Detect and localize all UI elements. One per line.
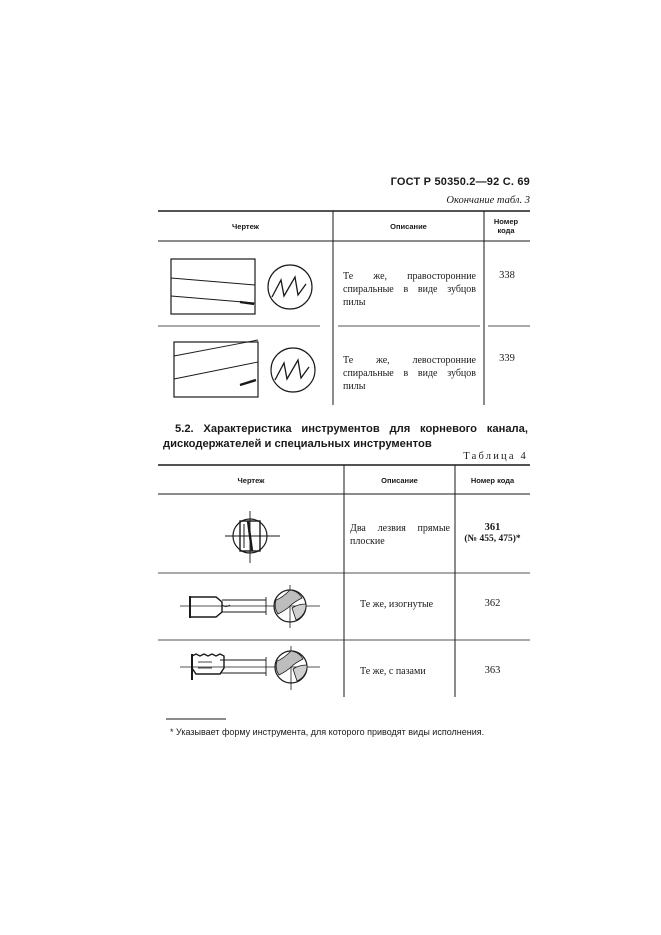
- drawing-338: [171, 259, 312, 314]
- table3-caption: Окончание табл. 3: [446, 195, 530, 206]
- table4-row1-code: 361: [484, 522, 501, 533]
- table4-row1-description: Два лезвия прямые плоские: [350, 523, 450, 547]
- drawing-362: [180, 585, 320, 628]
- table4-col-description: Описание: [381, 476, 418, 485]
- footnote: * Указывает форму инструмента, для которого приводят виды исполнения.: [170, 727, 485, 737]
- table4-col-drawing: Чертеж: [237, 476, 265, 485]
- table4-row1-code-note: (№ 455, 475)*: [464, 534, 521, 544]
- drawing-339: [174, 340, 315, 397]
- table3-col-drawing: Чертеж: [232, 222, 259, 231]
- table3-col-description: Описание: [390, 222, 427, 231]
- table4-caption: Таблица 4: [463, 451, 528, 462]
- table3-row2-description: Те же, левосторонние спиральные в виде зубцов пилы: [343, 355, 476, 392]
- page-header: ГОСТ Р 50350.2—92 С. 69: [390, 176, 530, 188]
- drawing-361: [225, 511, 280, 563]
- table3-row1-code: 338: [499, 270, 515, 281]
- table4-col-code: Номер кода: [470, 476, 515, 485]
- table4-row2-code: 362: [484, 598, 501, 609]
- table3-row1-description: Те же, правосторонние спиральные в виде зубцов пилы: [343, 271, 476, 308]
- drawing-363: [180, 646, 320, 690]
- table3-col-code: Номер кода: [493, 217, 519, 235]
- table4-row2-description: Те же, изогнутые: [360, 599, 434, 610]
- table4-row3-code: 363: [484, 665, 501, 676]
- table3-row2-code: 339: [499, 353, 515, 364]
- table4-row3-description: Те же, с пазами: [360, 666, 426, 677]
- section-heading: 5.2. Характеристика инструментов для корневого канала, дискодержателей и специальных инструментов: [163, 423, 528, 450]
